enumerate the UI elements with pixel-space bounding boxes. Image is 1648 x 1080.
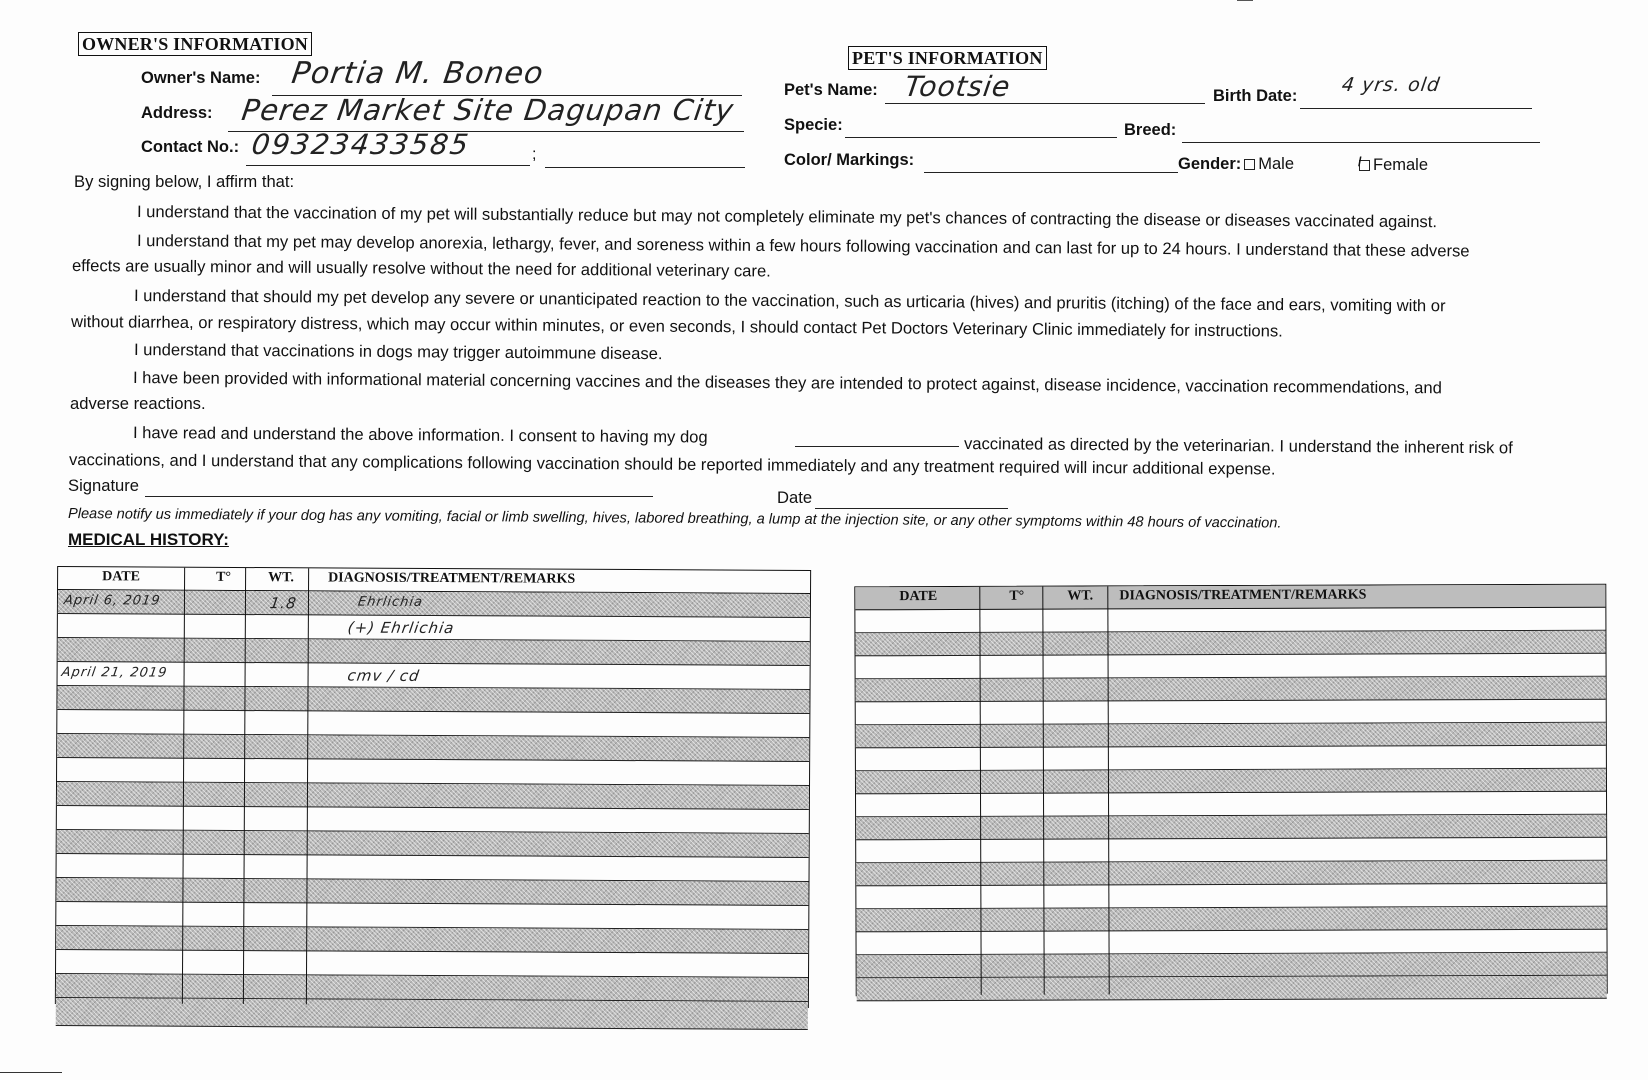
header-date: DATE [102,569,140,585]
gender-group [1178,155,1294,174]
table-row[interactable] [856,907,1606,933]
signature-line[interactable] [145,496,653,497]
contact-value[interactable]: 09323433585 [249,128,473,161]
scan-edge-mark [1237,0,1253,1]
breed-label: Breed: [1124,121,1177,139]
header-date: DATE [899,589,938,605]
contact-line [246,165,530,166]
header-temp: T° [216,569,232,585]
contact-line-2 [545,167,745,168]
consent-p2b: effects are usually minor and will usually resolve without the need for additional veterinary care. [71,256,771,281]
table-row[interactable] [855,608,1605,634]
table-row[interactable] [856,654,1606,680]
header-weight: WT. [268,570,294,586]
consent-p5b: adverse reactions. [70,394,206,413]
birth-date-label: Birth Date: [1213,87,1298,105]
owner-name-label: Owner's Name: [141,69,261,87]
table-header [855,585,1605,611]
color-markings-label: Color/ Markings: [784,151,915,169]
table-row[interactable] [856,723,1606,749]
row-remarks[interactable]: (+) Ehrlichia [346,618,456,638]
row-weight[interactable]: 1.8 [268,594,299,613]
row-date[interactable]: April 21, 2019 [60,665,169,681]
consent-intro: By signing below, I affirm that: [74,172,295,191]
consent-p6a-1: I have read and understand the above information. I consent to having my dog [132,423,708,447]
consent-p6b: vaccinations, and I understand that any complications following vaccination should be reported immediately and any treatment required will incur additional expense. [68,450,1276,479]
pet-name-value[interactable]: Tootsie [902,70,1013,103]
pet-section-title: PET'S INFORMATION [848,46,1047,70]
date-label: Date [777,488,813,507]
female-label: Female [1373,156,1429,174]
specie-label: Specie: [784,116,843,134]
table-row[interactable] [56,998,808,1030]
row-remarks[interactable]: cmv / cd [346,666,422,685]
specie-line [845,137,1117,138]
table-row[interactable] [856,769,1606,795]
table-row[interactable] [856,677,1606,703]
female-option [1356,156,1428,175]
consent-p3a: I understand that should my pet develop any severe or unanticipated reaction to the vaccination, such as urticaria (hives) and pruritis (itching) of the face and ears, vomiting with or [133,286,1446,316]
consent-p5a: I have been provided with informational material concerning vaccines and the diseases they are intended to protect against, disease incidence, vaccination recommendations, and [132,368,1442,398]
address-value[interactable]: Perez Market Site Dagupan City [239,93,737,127]
male-checkbox[interactable] [1244,159,1255,170]
header-remarks: DIAGNOSIS/TREATMENT/REMARKS [328,570,576,587]
table-row[interactable] [856,746,1606,772]
table-row[interactable] [856,792,1606,818]
consent-p4: I understand that vaccinations in dogs may trigger autoimmune disease. [133,340,663,364]
header-temp: T° [1009,588,1025,604]
owner-name-value[interactable]: Portia M. Boneo [289,56,546,91]
address-label: Address: [141,104,213,122]
table-row[interactable] [856,838,1606,864]
color-markings-line [924,172,1178,173]
table-row[interactable] [856,815,1606,841]
consent-p3b: without diarrhea, or respiratory distress, which may occur within minutes, or even seconds, I should contact Pet Doctors Veterinary Clinic immediately for instructions. [70,312,1283,341]
owner-section-title: OWNER'S INFORMATION [78,32,312,56]
signature-label: Signature [68,476,140,495]
header-remarks: DIAGNOSIS/TREATMENT/REMARKS [1119,587,1367,604]
notice-text: Please notify us immediately if your dog has any vomiting, facial or limb swelling, hives, labored breathing, a lump at the injection site, or any other symptoms within 48 hours of vaccination. [67,506,1282,532]
row-remarks[interactable]: Ehrlichia [356,594,425,610]
breed-line [1182,142,1540,143]
table-row[interactable] [856,930,1606,956]
pet-name-label: Pet's Name: [784,81,878,99]
row-date[interactable]: April 6, 2019 [62,593,162,609]
birth-date-line [1300,108,1532,109]
consent-p2a: I understand that my pet may develop anorexia, lethargy, fever, and soreness within a few hours following vaccination and can last for up to 24 hours. I understand that these adverse [136,231,1470,261]
table-row[interactable] [855,631,1605,657]
dog-name-line[interactable] [795,446,959,447]
consent-p6a-2: vaccinated as directed by the veterinarian. I understand the inherent risk of [963,434,1513,458]
table-row[interactable] [857,953,1607,979]
female-checkbox[interactable]: / [1359,160,1370,171]
birth-date-value[interactable]: 4 yrs. old [1340,74,1442,96]
contact-separator: ; [532,146,537,163]
male-label: Male [1258,155,1295,173]
header-weight: WT. [1067,588,1094,604]
medical-table-left [55,566,811,1008]
gender-label: Gender: [1178,155,1242,173]
table-row[interactable] [856,884,1606,910]
scan-edge-mark [0,1072,62,1073]
table-row[interactable] [857,976,1607,1002]
medical-table-right [854,584,1607,997]
table-row[interactable] [856,861,1606,887]
contact-label: Contact No.: [141,138,240,156]
consent-p1: I understand that the vaccination of my pet will substantially reduce but may not completely eliminate my pet's chances of contracting the disease or diseases vaccinated against. [136,202,1438,232]
date-line[interactable] [815,508,1008,509]
medical-history-title: MEDICAL HISTORY: [68,530,229,549]
table-row[interactable] [856,700,1606,726]
pet-name-line [885,103,1205,104]
